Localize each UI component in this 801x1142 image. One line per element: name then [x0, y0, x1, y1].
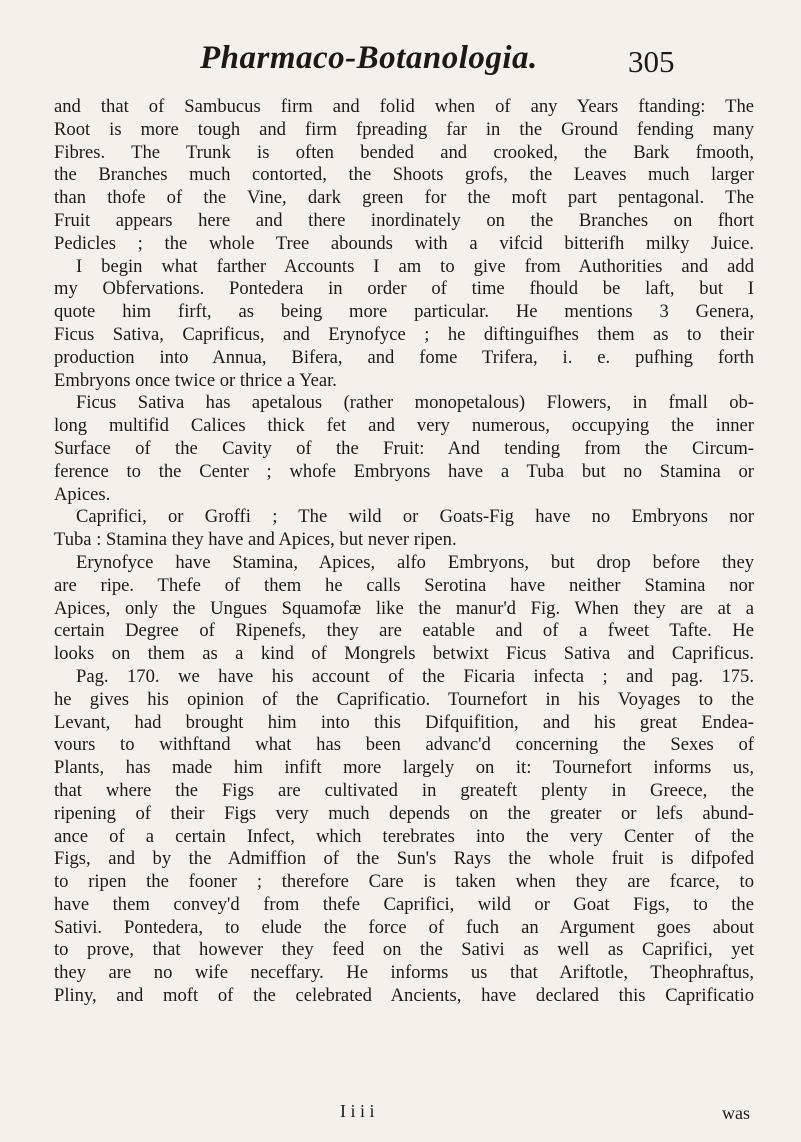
signature-mark: I i i i: [340, 1101, 375, 1121]
text-line: I begin what farther Accounts I am to give from Authorities and add: [76, 255, 754, 277]
text-line: my Obfervations. Pontedera in order of time fhould be laft, but I: [54, 278, 754, 300]
text-line: Ficus Sativa, Caprificus, and Erynofyce ; he diftinguifhes them as to their: [54, 323, 754, 345]
text-line: Levant, had brought him into this Difquifition, and his great Endea-: [54, 711, 754, 733]
text-line: are ripe. Thefe of them he calls Serotina have neither Stamina nor: [54, 574, 754, 596]
text-line: Pliny, and moft of the celebrated Ancients, have declared this Caprificatio: [54, 985, 754, 1007]
text-line: they are no wife neceffary. He informs us that Ariftotle, Theophraftus,: [54, 962, 754, 984]
text-line: certain Degree of Ripenefs, they are eatable and of a fweet Tafte. He: [54, 620, 754, 642]
page-header: [0, 40, 801, 90]
text-line: and that of Sambucus firm and folid when of any Years ftanding: The: [54, 96, 754, 117]
text-line: Fibres. The Trunk is often bended and crooked, the Bark fmooth,: [54, 141, 754, 163]
text-line: ance of a certain Infect, which terebrates into the very Center of the: [54, 825, 754, 847]
text-line: Apices.: [54, 483, 111, 505]
text-line: Caprifici, or Groffi ; The wild or Goats-Fig have no Embryons nor: [76, 506, 754, 528]
text-line: than thofe of the Vine, dark green for the moft part pentagonal. The: [54, 187, 754, 209]
body-text: [54, 96, 754, 1008]
text-line: that where the Figs are cultivated in greateft plenty in Greece, the: [54, 779, 754, 801]
text-line: vours to withftand what has been advanc'd concerning the Sexes of: [54, 734, 754, 756]
text-line: Pag. 170. we have his account of the Ficaria infecta ; and pag. 175.: [76, 665, 754, 687]
text-line: Tuba : Stamina they have and Apices, but never ripen.: [54, 529, 457, 551]
text-line: Pedicles ; the whole Tree abounds with a vifcid bitterifh milky Juice.: [54, 232, 754, 254]
text-line: to ripen the fooner ; therefore Care is taken when they are fcarce, to: [54, 871, 754, 893]
text-line: Embryons once twice or thrice a Year.: [54, 369, 337, 391]
text-line: to prove, that however they feed on the Sativi as well as Caprifici, yet: [54, 939, 754, 961]
text-line: Erynofyce have Stamina, Apices, alfo Embryons, but drop before they: [76, 551, 754, 573]
text-line: ripening of their Figs very much depends on the greater or lefs abund-: [54, 802, 754, 824]
catchword: was: [722, 1103, 750, 1123]
text-line: Surface of the Cavity of the Fruit: And tending from the Circum-: [54, 437, 754, 459]
text-line: Figs, and by the Admiffion of the Sun's Rays the whole fruit is difpofed: [54, 848, 754, 870]
text-line: Plants, has made him infift more largely on it: Tournefort informs us,: [54, 757, 754, 779]
text-line: Apices, only the Ungues Squamofæ like the manur'd Fig. When they are at a: [54, 597, 754, 619]
text-line: Root is more tough and firm fpreading far in the Ground fending many: [54, 118, 754, 140]
text-line: he gives his opinion of the Caprificatio. Tournefort in his Voyages to the: [54, 688, 754, 710]
text-line: Sativi. Pontedera, to elude the force of fuch an Argument goes about: [54, 916, 754, 938]
text-line: the Branches much contorted, the Shoots grofs, the Leaves much larger: [54, 164, 754, 186]
text-line: ference to the Center ; whofe Embryons have a Tuba but no Stamina or: [54, 460, 754, 482]
text-line: have them convey'd from thefe Caprifici, wild or Goat Figs, to the: [54, 893, 754, 915]
text-line: looks on them as a kind of Mongrels betwixt Ficus Sativa and Caprificus.: [54, 643, 754, 665]
text-line: production into Annua, Bifera, and fome Trifera, i. e. pufhing forth: [54, 346, 754, 368]
page-number: 305: [628, 44, 675, 79]
text-line: Ficus Sativa has apetalous (rather monopetalous) Flowers, in fmall ob-: [76, 392, 754, 414]
text-line: quote him firft, as being more particular. He mentions 3 Genera,: [54, 301, 754, 323]
text-line: Fruit appears here and there inordinately on the Branches on fhort: [54, 209, 754, 231]
running-head: Pharmaco-Botanologia.: [200, 40, 538, 76]
text-line: long multifid Calices thick fet and very numerous, occupying the inner: [54, 415, 754, 437]
